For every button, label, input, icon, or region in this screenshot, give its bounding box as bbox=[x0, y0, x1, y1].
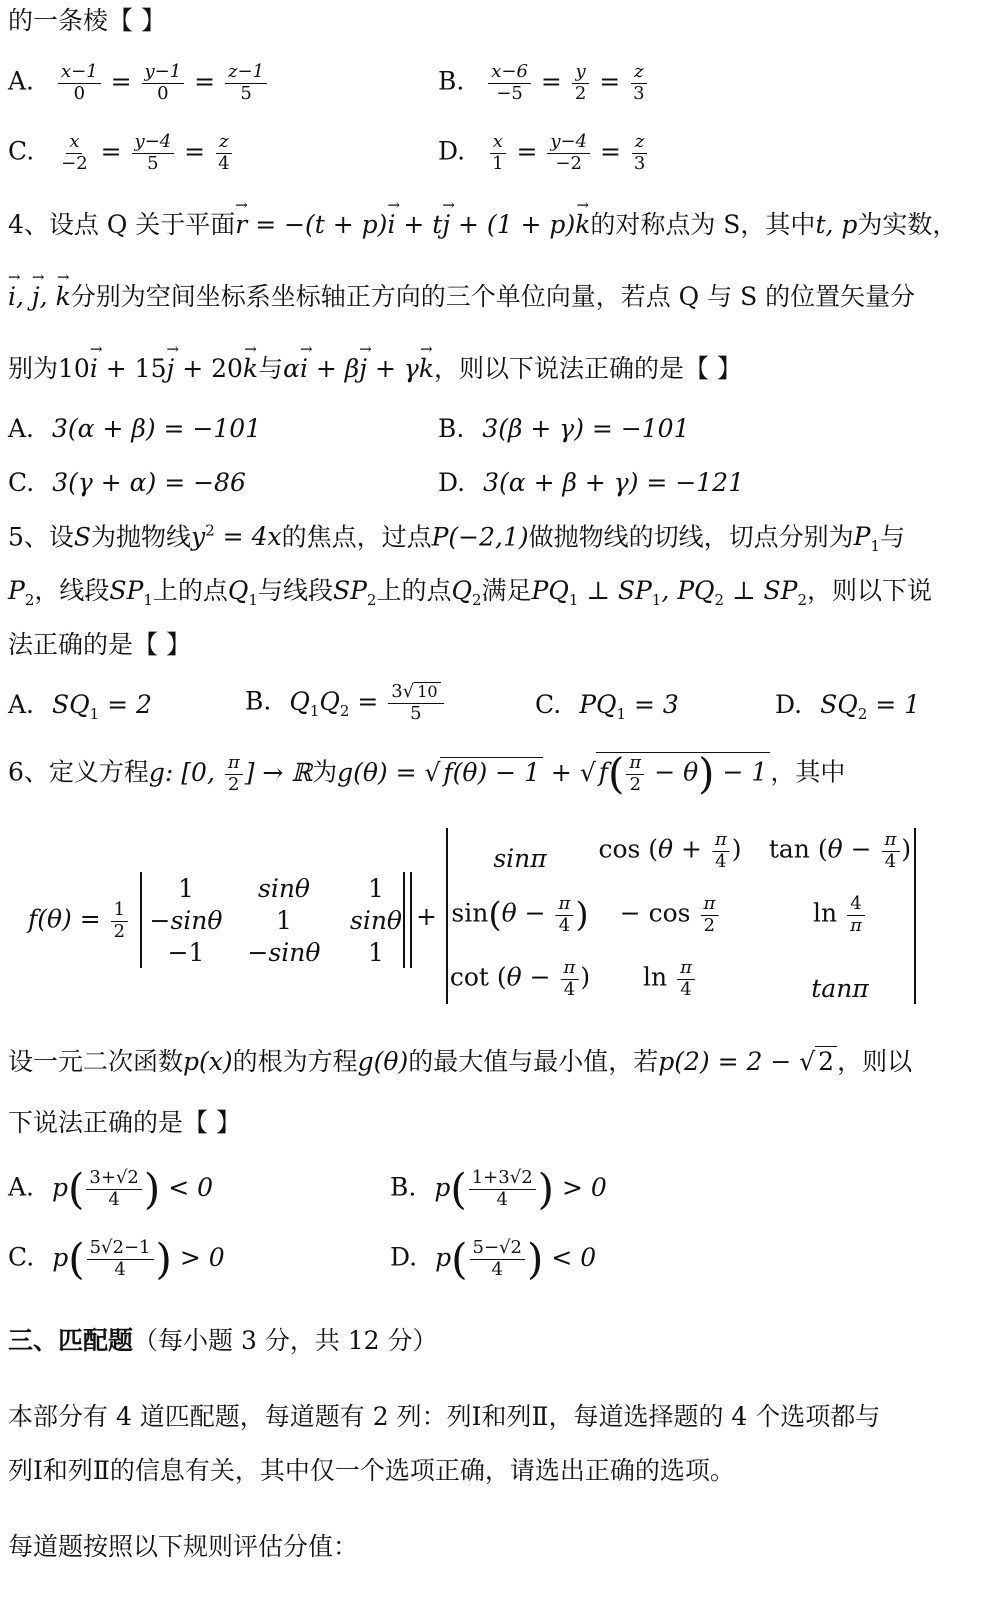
q4-line-2: → i, → j, → k分别为空间坐标系坐标轴正方向的三个单位向量，若点 Q 与 S 的位置矢量分 bbox=[8, 282, 915, 312]
q3-option-a[interactable]: A. $\frac{x-1}{0}$ = $\frac{y-1}{0}$ = $\frac{z-1}{5}$ bbox=[8, 62, 269, 104]
section-3-heading: 三、匹配题（每小题 3 分，共 12 分） bbox=[8, 1326, 438, 1355]
determinant-3x3: 1 sinθ 1 −sinθ 1 sinθ −1 −sinθ 1 bbox=[140, 872, 412, 968]
q5-line-2: $P_2$，线段$SP_1$上的点$Q_1$与线段$SP_2$上的点$Q_2$满足$PQ_1$ ⊥ $SP_1$, $PQ_2$ ⊥ $SP_2$，则以下说 bbox=[8, 576, 933, 609]
q6-option-c[interactable]: C. p( $\frac{5√2-1}{4}$ ) > 0 bbox=[8, 1234, 225, 1284]
q5-line-3: 法正确的是【 】 bbox=[8, 630, 191, 659]
q4-line-3: 别为10→ i + 15→ j + 20→ k与α→ i + β→ j + γ→ k，则以下说法正确的是【 】 bbox=[8, 354, 742, 384]
q4-line-1: 4、设点 Q 关于平面→ r = −(t + p)→ i + t→ j + (1 + p)→ k的对称点为 S，其中t, p为实数， bbox=[8, 210, 957, 240]
q5-option-c[interactable]: C. $PQ_1 = 3$ bbox=[535, 690, 679, 723]
q3-tail: 的一条棱【 】 bbox=[8, 6, 166, 35]
determinant-trig: sinπ cos (θ + $\frac{\pi}{4}$ ) tan (θ − $\frac{\pi}{4}$ ) sin(θ − $\frac{\pi}{4}$ ) − cos $\frac{\pi}{2}$ ln $\frac{4}{\pi}$ cot (θ − $\frac{\pi}{4}$ ) ln $\frac{\pi}{4}$ tanπ bbox=[446, 828, 916, 1004]
section-3-para-1: 本部分有 4 道匹配题，每道题有 2 列：列Ⅰ和列Ⅱ，每道选择题的 4 个选项都与 bbox=[8, 1402, 881, 1431]
q6-line-3: 下说法正确的是【 】 bbox=[8, 1108, 241, 1137]
q4-option-d[interactable]: D. 3(α + β + γ) = −121 bbox=[438, 468, 744, 497]
q5-option-a[interactable]: A. $SQ_1 = 2$ bbox=[8, 690, 152, 723]
q6-line-1: 6、定义方程g: [0, $\frac{\pi}{2}$ ] → ℝ为g(θ) = √ f(θ) − 1 + √ f( $\frac{\pi}{2}$ − θ) − 1 ，其中 bbox=[8, 749, 846, 799]
q4-option-b[interactable]: B. 3(β + γ) = −101 bbox=[438, 414, 690, 443]
f-theta-lhs: f(θ) = $\frac{1}{2}$ bbox=[28, 900, 130, 942]
q5-line-1: 5、设S为抛物线$y^2 = 4x$的焦点，过点P(−2,1)做抛物线的切线，切点分别为$P_1$与 bbox=[8, 522, 906, 556]
q3-option-b[interactable]: B. $\frac{x-6}{-5}$ = $\frac{y}{2}$ = $\frac{z}{3}$ bbox=[438, 62, 650, 104]
q6-option-b[interactable]: B. p( $\frac{1+3√2}{4}$ ) > 0 bbox=[390, 1164, 607, 1214]
q6-option-a[interactable]: A. p( $\frac{3+√2}{4}$ ) < 0 bbox=[8, 1164, 214, 1214]
q4-option-c[interactable]: C. 3(γ + α) = −86 bbox=[8, 468, 246, 497]
q6-option-d[interactable]: D. p( $\frac{5-√2}{4}$ ) < 0 bbox=[390, 1234, 597, 1284]
q3-option-c[interactable]: C. $\frac{x}{-2}$ = $\frac{y-4}{5}$ = $\frac{z}{4}$ bbox=[8, 132, 235, 174]
q5-option-b[interactable]: B. $Q_1Q_2$ = $\frac{3√ 10}{5}$ bbox=[245, 682, 446, 724]
q4-option-a[interactable]: A. 3(α + β) = −101 bbox=[8, 414, 262, 443]
section-3-para-3: 每道题按照以下规则评估分值： bbox=[8, 1532, 359, 1561]
q3-option-d[interactable]: D. $\frac{x}{1}$ = $\frac{y-4}{-2}$ = $\frac{z}{3}$ bbox=[438, 132, 650, 174]
q5-option-d[interactable]: D. $SQ_2 = 1$ bbox=[775, 690, 921, 723]
q6-line-2: 设一元二次函数p(x)的根为方程g(θ)的最大值与最小值，若p(2) = 2 − √ 2 ，则以 bbox=[8, 1047, 913, 1076]
section-3-para-2: 列Ⅰ和列Ⅱ的信息有关，其中仅一个选项正确，请选出正确的选项。 bbox=[8, 1456, 735, 1485]
